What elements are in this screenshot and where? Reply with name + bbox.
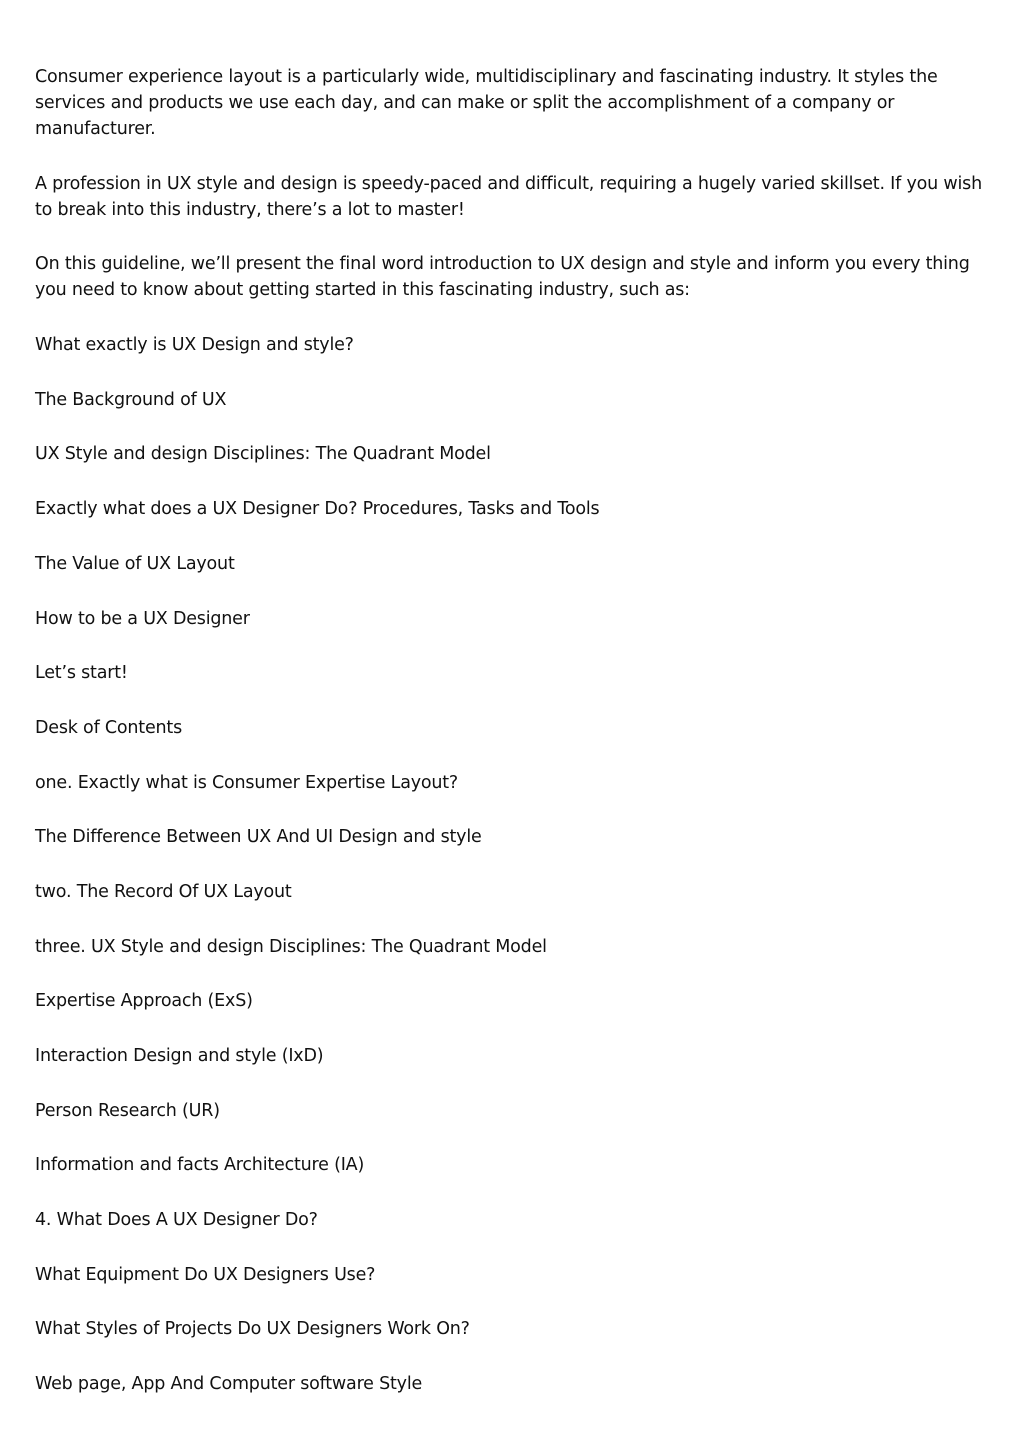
topic-line: What exactly is UX Design and style? (35, 335, 354, 356)
contents-item: 4. What Does A UX Designer Do? (35, 1210, 318, 1231)
contents-item: one. Exactly what is Consumer Expertise Layout? (35, 772, 459, 793)
contents-item: Expertise Approach (ExS) (35, 991, 253, 1012)
topic-line: UX Style and design Disciplines: The Quadrant Model (35, 444, 491, 465)
topic-line: How to be a UX Designer (35, 608, 250, 629)
contents-item: What Styles of Projects Do UX Designers Work On? (35, 1319, 470, 1340)
contents-item: What Equipment Do UX Designers Use? (35, 1264, 376, 1285)
contents-item: Person Research (UR) (35, 1100, 220, 1121)
contents-item: The Difference Between UX And UI Design and style (35, 827, 482, 848)
guide-paragraph: On this guideline, we’ll present the final word introduction to UX design and style and inform you every thing you need to know about getting started in this fascinating industry, such as: (35, 254, 970, 301)
contents-item: Interaction Design and style (IxD) (35, 1046, 324, 1066)
contents-item: Web page, App And Computer software Style (35, 1374, 423, 1395)
contents-item: three. UX Style and design Disciplines: The Quadrant Model (35, 936, 547, 957)
topic-line: The Background of UX (35, 389, 227, 410)
topic-line: The Value of UX Layout (35, 553, 235, 574)
career-paragraph: A profession in UX style and design is speedy-paced and difficult, requiring a hugely varied skillset. If you wish to break into this industry, there’s a lot to master! (35, 173, 982, 220)
intro-paragraph: Consumer experience layout is a particularly wide, multidisciplinary and fascinating industry. It styles the services and products we use each day, and can make or split the accomplishment of a company or manufacturer. (35, 67, 938, 139)
lets-start-line: Let’s start! (35, 663, 128, 684)
document-body (35, 64, 990, 1426)
contents-item: two. The Record Of UX Layout (35, 881, 292, 902)
contents-item: Information and facts Architecture (IA) (35, 1155, 365, 1176)
contents-heading: Desk of Contents (35, 717, 183, 738)
topic-line: Exactly what does a UX Designer Do? Procedures, Tasks and Tools (35, 499, 600, 520)
